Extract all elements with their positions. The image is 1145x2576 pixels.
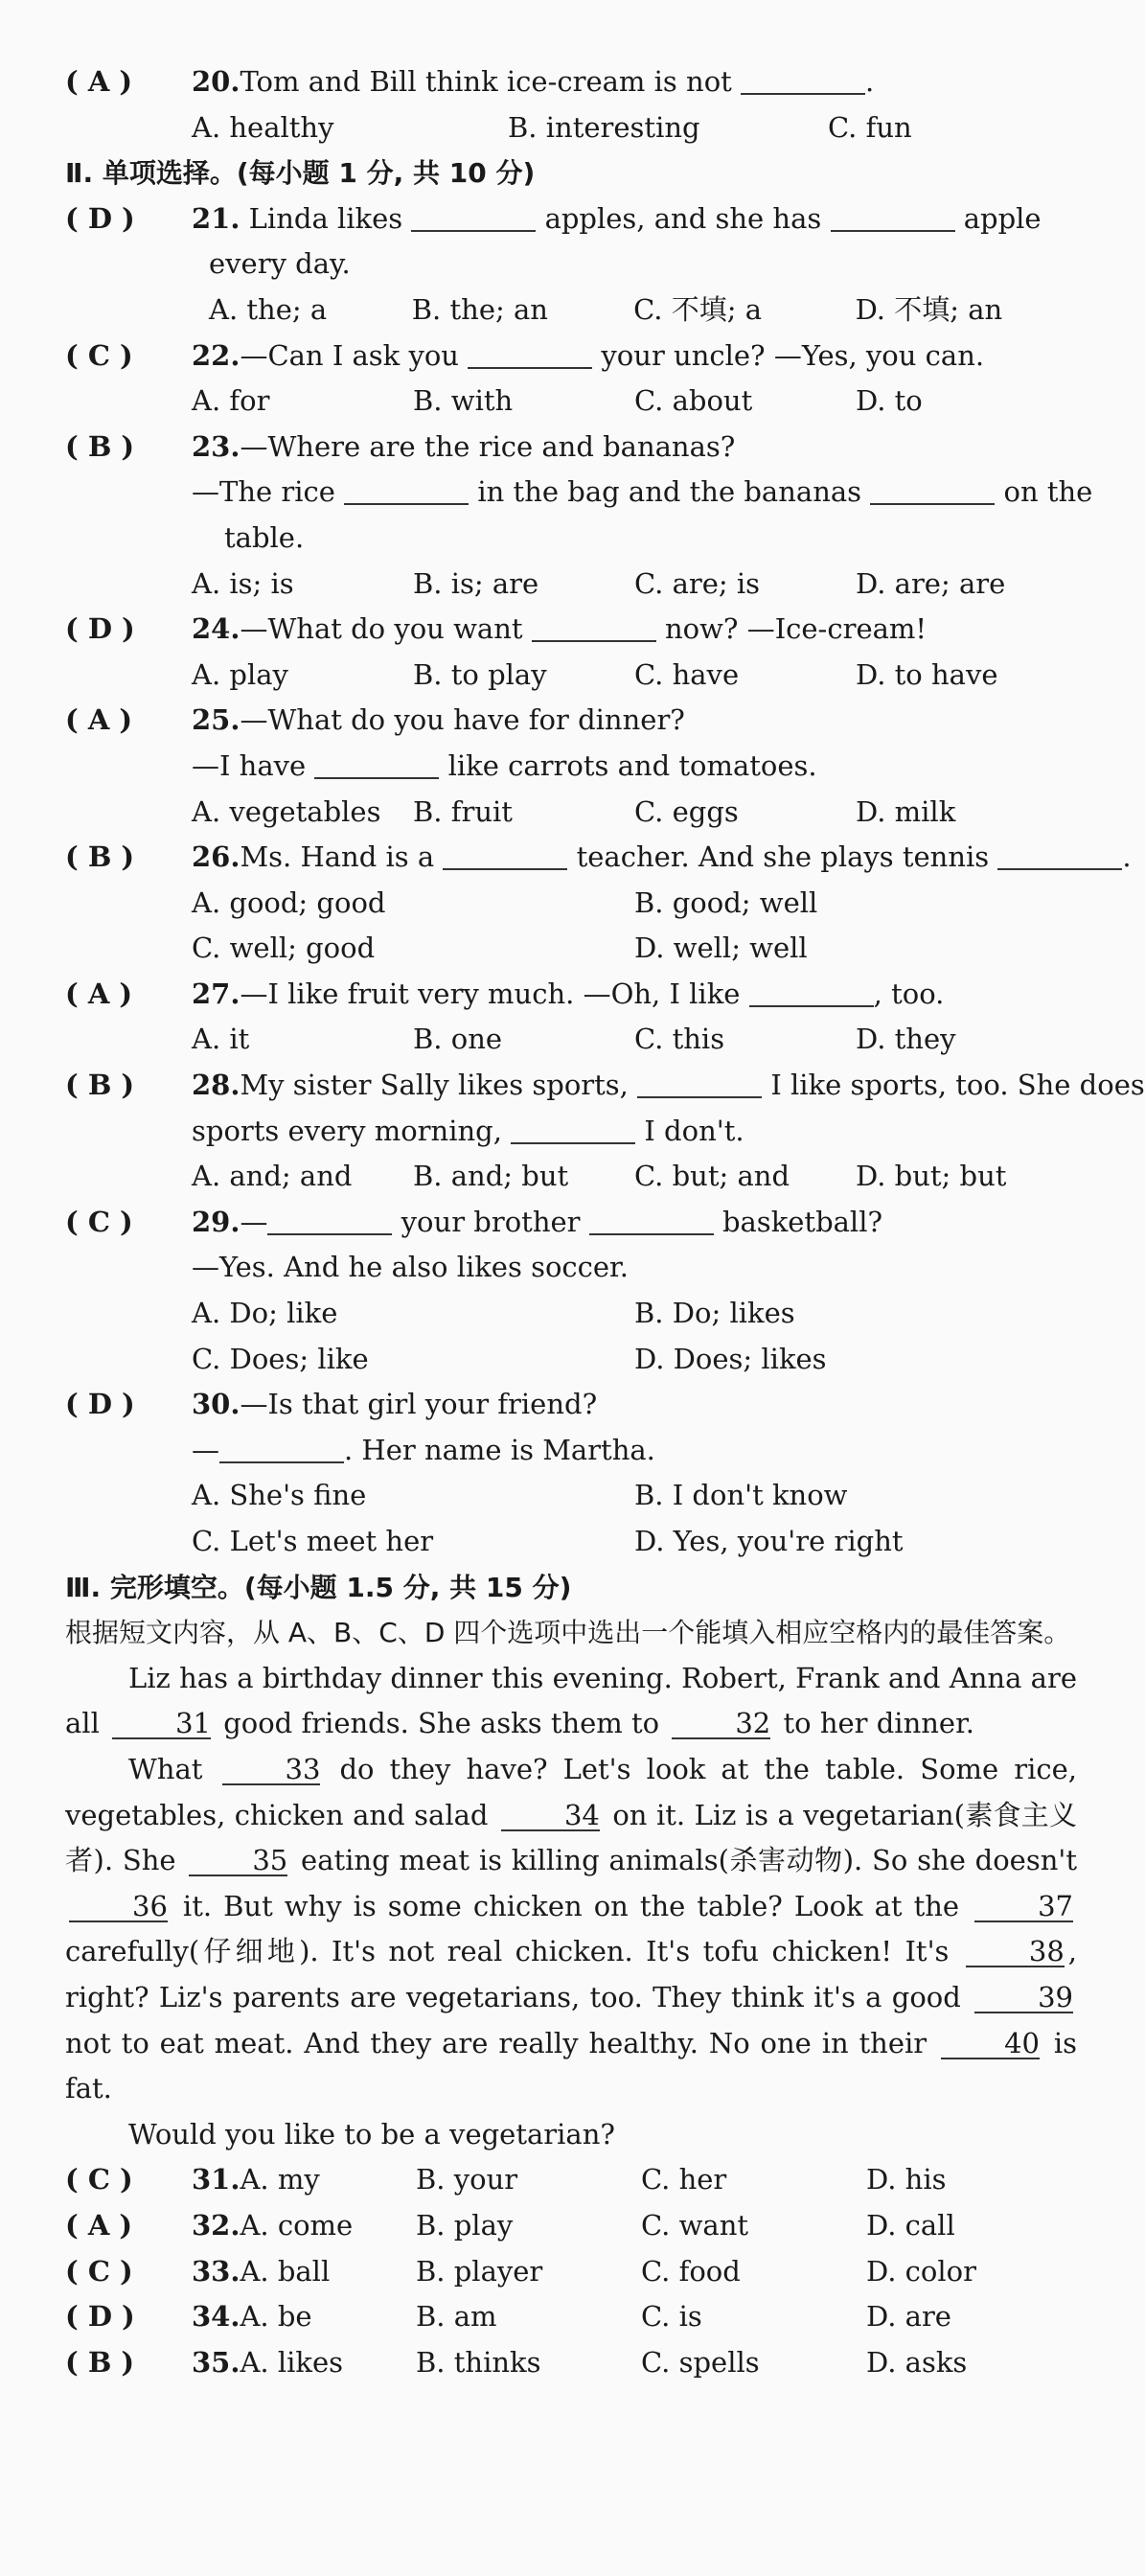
answer-mark: ( B ): [65, 429, 135, 463]
question-29-options-ab: [65, 1291, 1077, 1337]
answer-mark: ( B ): [65, 840, 135, 874]
question-25: [65, 698, 1077, 744]
option-b: B. your: [416, 2163, 518, 2196]
stem-part: on the: [1003, 475, 1093, 509]
stem-part: your uncle? —Yes, you can.: [601, 338, 985, 372]
option-c: C. want: [641, 2208, 749, 2242]
section-2-title: Ⅱ. 单项选择。(每小题 1 分, 共 10 分): [65, 157, 536, 190]
cloze-question-32: [65, 2203, 1077, 2249]
option-d: D. his: [866, 2163, 947, 2196]
option-c: C. this: [634, 1023, 725, 1056]
option-a: A. play: [192, 657, 288, 691]
option-c: C. are; is: [634, 566, 761, 600]
question-23-line2: [65, 470, 1093, 516]
option-d: D. are: [866, 2300, 951, 2334]
option-c: C. but; and: [634, 1160, 790, 1193]
cloze-blank-38: 38: [966, 1937, 1065, 1967]
passage-paragraph-2: [65, 1747, 1077, 2112]
passage-text: Liz has a birthday dinner this evening. Robert, Frank and Anna are all: [65, 1661, 1077, 1740]
question-number: 28.: [192, 1069, 240, 1102]
answer-blank: [219, 1433, 344, 1463]
option-a: A. be: [240, 2300, 312, 2334]
cloze-blank-37: 37: [974, 1892, 1073, 1922]
option-a: A. and; and: [192, 1160, 353, 1193]
question-number: 31.: [192, 2163, 240, 2196]
cloze-blank-39: 39: [974, 1983, 1073, 2013]
option-b: B. with: [413, 384, 514, 418]
stem-part: I don't.: [644, 1114, 744, 1147]
option-c: C. have: [634, 657, 740, 691]
passage-text: do they have? Let's look at the table. Some rice, vegetables, chicken and salad: [65, 1752, 1078, 1831]
question-30-options-ab: [65, 1473, 1077, 1519]
option-b: B. am: [416, 2300, 497, 2334]
stem-part: —The rice: [192, 475, 335, 509]
question-number: 23.: [192, 429, 240, 463]
option-c: C. Let's meet her: [192, 1525, 434, 1557]
cloze-question-35: [65, 2340, 1077, 2386]
option-d: D. they: [856, 1023, 956, 1056]
stem-part: My sister Sally likes sports,: [240, 1069, 629, 1102]
answer-mark: ( D ): [65, 612, 135, 646]
stem-part: —Can I ask you: [240, 338, 459, 372]
option-a: A. my: [240, 2163, 320, 2196]
question-30-line2: [65, 1428, 1077, 1474]
answer-blank: [443, 840, 567, 870]
option-b: B. Do; likes: [634, 1297, 795, 1330]
question-23-options: [65, 562, 1077, 608]
answer-mark: ( A ): [65, 65, 133, 98]
option-c: C. is: [641, 2300, 702, 2334]
question-26-options-ab: [65, 881, 1077, 927]
question-28: [65, 1063, 1145, 1109]
answer-blank: [749, 977, 874, 1007]
answer-mark: ( B ): [65, 2345, 135, 2379]
question-22-options: [65, 379, 1077, 425]
question-number: 35.: [192, 2345, 240, 2379]
answer-mark: ( D ): [65, 1388, 135, 1421]
question-28-line2: [65, 1109, 1077, 1155]
question-29-options-cd: [65, 1337, 1077, 1383]
passage-text: is fat.: [65, 2026, 1078, 2105]
question-number: 22.: [192, 338, 240, 372]
option-d: D. but; but: [856, 1160, 1007, 1193]
stem-part: —Where are the rice and bananas?: [240, 429, 736, 463]
stem-part: —: [192, 1433, 219, 1466]
stem-part: in the bag and the bananas: [477, 475, 862, 509]
passage-text: not to eat meat. And they are really healthy. No one in their: [65, 2026, 927, 2059]
option-a: A. Do; like: [192, 1297, 338, 1330]
option-b: B. interesting: [508, 110, 700, 144]
option-c: C. Does; like: [192, 1342, 369, 1375]
question-29: [65, 1200, 1077, 1246]
question-29-line2: —Yes. And he also likes soccer.: [192, 1251, 629, 1284]
stem-part: like carrots and tomatoes.: [447, 748, 817, 782]
stem-part: —Is that girl your friend?: [240, 1388, 598, 1421]
answer-mark: ( B ): [65, 1069, 135, 1102]
option-a: A. is; is: [192, 566, 294, 600]
passage-paragraph-1: [65, 1656, 1077, 1747]
question-25-options: [65, 790, 1077, 836]
option-a: A. good; good: [192, 886, 386, 919]
question-24-options: [65, 653, 1077, 699]
stem-part: .: [1122, 840, 1132, 874]
cloze-blank-35: 35: [189, 1846, 287, 1876]
question-30: [65, 1382, 1077, 1428]
option-b: B. play: [416, 2208, 514, 2242]
question-number: 25.: [192, 703, 240, 737]
option-b: B. one: [413, 1023, 503, 1056]
answer-mark: ( C ): [65, 1205, 133, 1238]
question-20-options: [65, 105, 1077, 151]
option-a: A. ball: [240, 2254, 331, 2288]
question-number: 21.: [192, 201, 240, 235]
option-b: B. fruit: [413, 794, 513, 828]
option-c: C. 不填; a: [633, 292, 763, 326]
answer-blank: [314, 748, 439, 779]
option-d: D. Does; likes: [634, 1342, 827, 1375]
option-b: B. thinks: [416, 2345, 541, 2379]
option-b: B. I don't know: [634, 1479, 848, 1512]
cloze-question-31: [65, 2157, 1077, 2203]
option-d: D. milk: [856, 794, 956, 828]
question-number: 20.: [192, 65, 240, 98]
section-3-title: Ⅲ. 完形填空。(每小题 1.5 分, 共 15 分): [65, 1571, 572, 1603]
cloze-question-34: [65, 2294, 1077, 2340]
answer-blank: [468, 338, 592, 369]
option-d: D. to: [856, 384, 923, 418]
cloze-blank-32: 32: [672, 1709, 770, 1739]
question-21: [65, 196, 1077, 242]
passage-text: on it. Liz is a vegetarian(素食主义者). She: [65, 1798, 1077, 1877]
question-number: 32.: [192, 2208, 240, 2242]
question-number: 26.: [192, 840, 240, 874]
option-c: C. about: [634, 384, 753, 418]
section-3-instruction: 根据短文内容，从 A、B、C、D 四个选项中选出一个能填入相应空格内的最佳答案。: [65, 1617, 1071, 1649]
passage-text: What: [128, 1752, 203, 1785]
passage-text: good friends. She asks them to: [223, 1707, 660, 1740]
option-a: A. healthy: [192, 110, 334, 144]
answer-blank: [831, 201, 955, 232]
answer-blank: [532, 611, 656, 642]
option-b: B. good; well: [634, 886, 818, 919]
question-number: 34.: [192, 2300, 240, 2334]
stem-part: I like sports, too. She does: [770, 1069, 1145, 1102]
answer-blank: [870, 474, 995, 505]
question-21-options: [65, 288, 1077, 334]
cloze-question-33: [65, 2249, 1077, 2295]
option-b: B. to play: [413, 657, 547, 691]
cloze-blank-33: 33: [222, 1755, 321, 1785]
question-25-line2: [65, 744, 1077, 790]
option-d: D. to have: [856, 657, 998, 691]
option-b: B. and; but: [413, 1160, 569, 1193]
stem-part: sports every morning,: [192, 1114, 502, 1147]
option-d: D. asks: [866, 2345, 968, 2379]
question-stem-end: .: [865, 65, 875, 98]
answer-blank: [267, 1205, 392, 1235]
passage-text: it. But why is some chicken on the table? Look at the: [182, 1889, 960, 1922]
passage-text: carefully(仔细地). It's not real chicken. It's tofu chicken! It's: [65, 1935, 950, 1968]
option-d: D. call: [866, 2208, 955, 2242]
passage-text: to her dinner.: [783, 1707, 974, 1740]
question-30-options-cd: [65, 1519, 1077, 1565]
answer-mark: ( A ): [65, 2208, 133, 2242]
stem-part: , too.: [873, 977, 945, 1010]
stem-part: teacher. And she plays tennis: [576, 840, 990, 874]
option-c: C. spells: [641, 2345, 760, 2379]
option-d: D. color: [866, 2254, 976, 2288]
answer-blank: [511, 1114, 635, 1144]
option-c: C. her: [641, 2163, 727, 2196]
question-23-line3: table.: [224, 520, 305, 554]
answer-mark: ( D ): [65, 201, 135, 235]
cloze-blank-34: 34: [501, 1801, 600, 1831]
answer-mark: ( C ): [65, 338, 133, 372]
option-a: A. vegetables: [192, 794, 381, 828]
option-a: A. for: [192, 384, 270, 418]
option-d: D. 不填; an: [855, 292, 1003, 326]
passage-paragraph-3: Would you like to be a vegetarian?: [128, 2117, 615, 2150]
stem-part: —I like fruit very much. —Oh, I like: [240, 977, 741, 1010]
question-number: 27.: [192, 977, 240, 1010]
option-d: D. well; well: [634, 932, 808, 965]
stem-part: apples, and she has: [544, 201, 822, 235]
question-number: 30.: [192, 1388, 240, 1421]
answer-blank: [411, 201, 536, 232]
answer-blank: [997, 840, 1122, 870]
answer-mark: ( D ): [65, 2300, 135, 2334]
passage-text: eating meat is killing animals(杀害动物). So she doesn't: [301, 1844, 1078, 1877]
option-b: B. is; are: [413, 566, 539, 600]
answer-blank: [637, 1068, 762, 1098]
question-number: 33.: [192, 2254, 240, 2288]
question-stem: Tom and Bill think ice-cream is not: [240, 65, 732, 98]
passage-text: , right? Liz's parents are vegetarians, too. They think it's a good: [65, 1935, 1077, 2013]
option-c: C. food: [641, 2254, 741, 2288]
option-c: C. well; good: [192, 932, 376, 965]
stem-part: now? —Ice-cream!: [664, 612, 927, 646]
stem-part: basketball?: [721, 1205, 883, 1238]
option-b: B. the; an: [411, 292, 548, 326]
question-28-options: [65, 1154, 1077, 1200]
option-a: A. the; a: [209, 292, 328, 326]
answer-blank: [589, 1205, 714, 1235]
question-24: [65, 607, 1077, 653]
question-number: 29.: [192, 1205, 240, 1238]
answer-blank: [344, 474, 469, 505]
stem-part: —I have: [192, 748, 307, 782]
question-26: [65, 835, 1132, 881]
question-27: [65, 972, 1077, 1018]
option-a: A. come: [240, 2208, 354, 2242]
stem-part: Ms. Hand is a: [240, 840, 435, 874]
stem-part: —What do you have for dinner?: [240, 703, 685, 737]
option-a: A. She's fine: [192, 1479, 367, 1512]
option-d: D. are; are: [856, 566, 1006, 600]
option-a: A. likes: [240, 2345, 343, 2379]
question-22: [65, 334, 1077, 380]
cloze-blank-31: 31: [112, 1709, 211, 1739]
question-26-options-cd: [65, 926, 1077, 972]
option-c: C. eggs: [634, 794, 739, 828]
stem-part: . Her name is Martha.: [344, 1433, 655, 1466]
question-21-line2: every day.: [209, 247, 351, 281]
cloze-blank-36: 36: [69, 1892, 168, 1922]
stem-part: your brother: [401, 1205, 581, 1238]
question-20: [65, 59, 1077, 105]
cloze-blank-40: 40: [941, 2029, 1040, 2059]
stem-part: —: [240, 1205, 268, 1238]
option-d: D. Yes, you're right: [634, 1525, 904, 1557]
option-b: B. player: [416, 2254, 543, 2288]
question-number: 24.: [192, 612, 240, 646]
answer-mark: ( A ): [65, 977, 133, 1010]
question-23: [65, 425, 1077, 471]
option-c: C. fun: [828, 110, 912, 144]
stem-part: —What do you want: [240, 612, 523, 646]
stem-part: Linda likes: [248, 201, 403, 235]
question-27-options: [65, 1017, 1077, 1063]
answer-mark: ( C ): [65, 2254, 133, 2288]
answer-blank: [741, 64, 865, 95]
stem-part: apple: [963, 201, 1042, 235]
answer-mark: ( C ): [65, 2163, 133, 2196]
answer-mark: ( A ): [65, 703, 133, 737]
option-a: A. it: [192, 1023, 250, 1056]
